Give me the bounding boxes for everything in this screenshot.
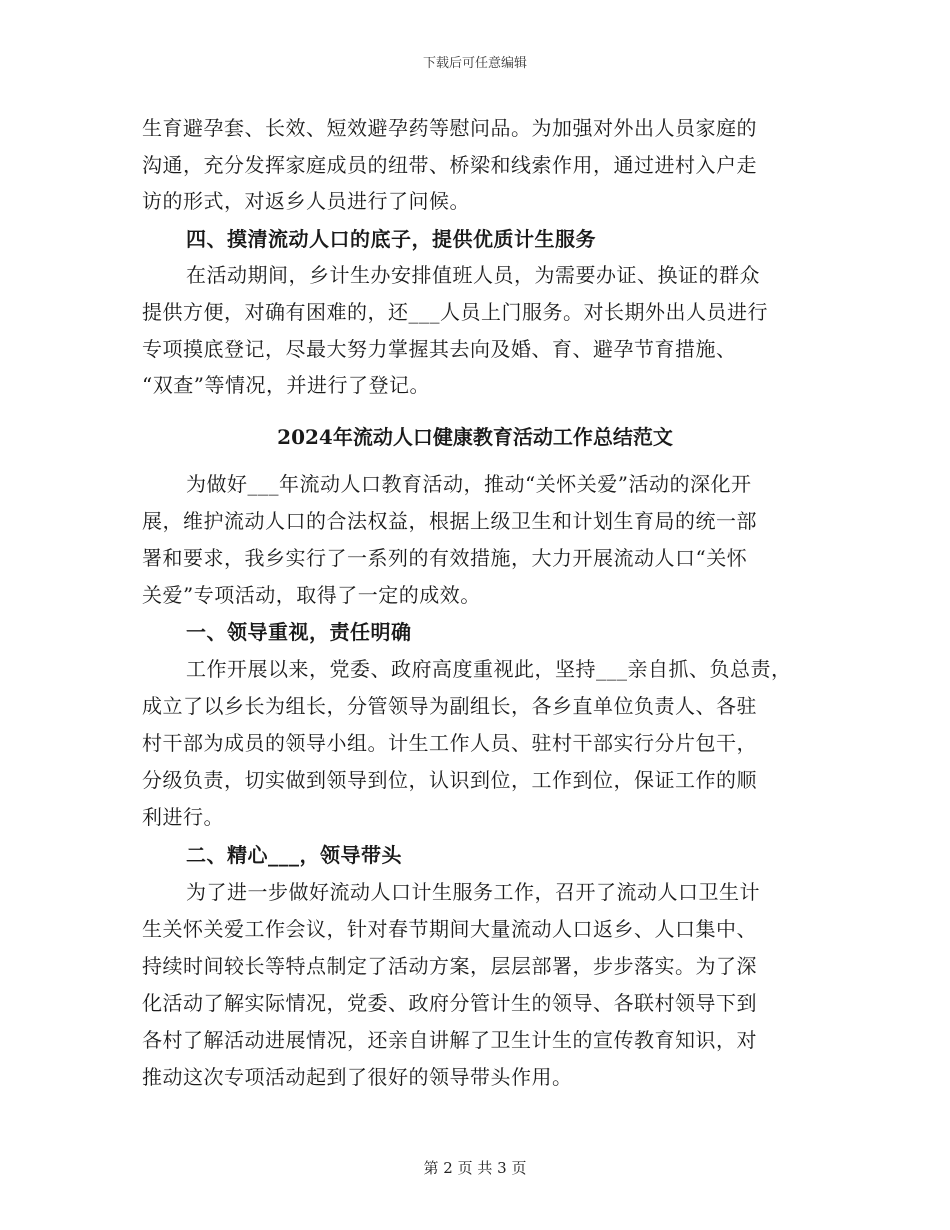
body-line: 成立了以乡长为组长，分管领导为副组长，各乡直单位负责人、各驻: [142, 694, 757, 718]
body-line: “双查”等情况，并进行了登记。: [142, 373, 430, 397]
body-line: 村干部为成员的领导小组。计生工作人员、驻村干部实行分片包干，: [142, 731, 757, 755]
page-header: 下载后可任意编辑: [422, 56, 527, 71]
body-line: 展，维护流动人口的合法权益，根据上级卫生和计划生育局的统一部: [142, 509, 757, 533]
body-line: 生关怀关爱工作会议，针对春节期间大量流动人口返乡、人口集中、: [142, 917, 757, 941]
section-heading: 二、精心___，领导带头: [186, 843, 402, 867]
page-footer: 第 2 页 共 3 页: [423, 1159, 527, 1177]
body-line: 提供方便，对确有困难的，还___人员上门服务。对长期外出人员进行: [142, 300, 768, 324]
body-line: 专项摸底登记，尽最大努力掌握其去向及婚、育、避孕节育措施、: [142, 337, 737, 361]
body-line: 署和要求，我乡实行了一系列的有效措施，大力开展流动人口“关怀: [142, 546, 748, 570]
body-line: 生育避孕套、长效、短效避孕药等慰问品。为加强对外出人员家庭的: [142, 116, 757, 140]
body-line: 关爱”专项活动，取得了一定的成效。: [142, 583, 481, 607]
body-line: 利进行。: [142, 805, 224, 829]
article-title: 2024年流动人口健康教育活动工作总结范文: [277, 425, 673, 449]
body-line: 沟通，充分发挥家庭成员的纽带、桥梁和线索作用，通过进村入户走: [142, 153, 757, 177]
body-line: 为了进一步做好流动人口计生服务工作，召开了流动人口卫生计: [186, 880, 760, 904]
body-line: 分级负责，切实做到领导到位，认识到位，工作到位，保证工作的顺: [142, 768, 757, 792]
body-line: 推动这次专项活动起到了很好的领导带头作用。: [142, 1065, 573, 1089]
body-line: 持续时间较长等特点制定了活动方案，层层部署，步步落实。为了深: [142, 954, 757, 978]
body-line: 化活动了解实际情况，党委、政府分管计生的领导、各联村领导下到: [142, 991, 757, 1015]
body-line: 在活动期间，乡计生办安排值班人员，为需要办证、换证的群众: [186, 263, 760, 287]
body-line: 访的形式，对返乡人员进行了问候。: [142, 189, 470, 213]
body-line: 工作开展以来，党委、政府高度重视此，坚持___亲自抓、负总责，: [186, 657, 792, 681]
section-heading: 一、领导重视，责任明确: [186, 620, 412, 644]
section-heading: 四、摸清流动人口的底子，提供优质计生服务: [186, 227, 596, 251]
body-line: 各村了解活动进展情况，还亲自讲解了卫生计生的宣传教育知识，对: [142, 1028, 757, 1052]
body-line: 为做好___年流动人口教育活动，推动“关怀关爱”活动的深化开: [186, 472, 752, 496]
